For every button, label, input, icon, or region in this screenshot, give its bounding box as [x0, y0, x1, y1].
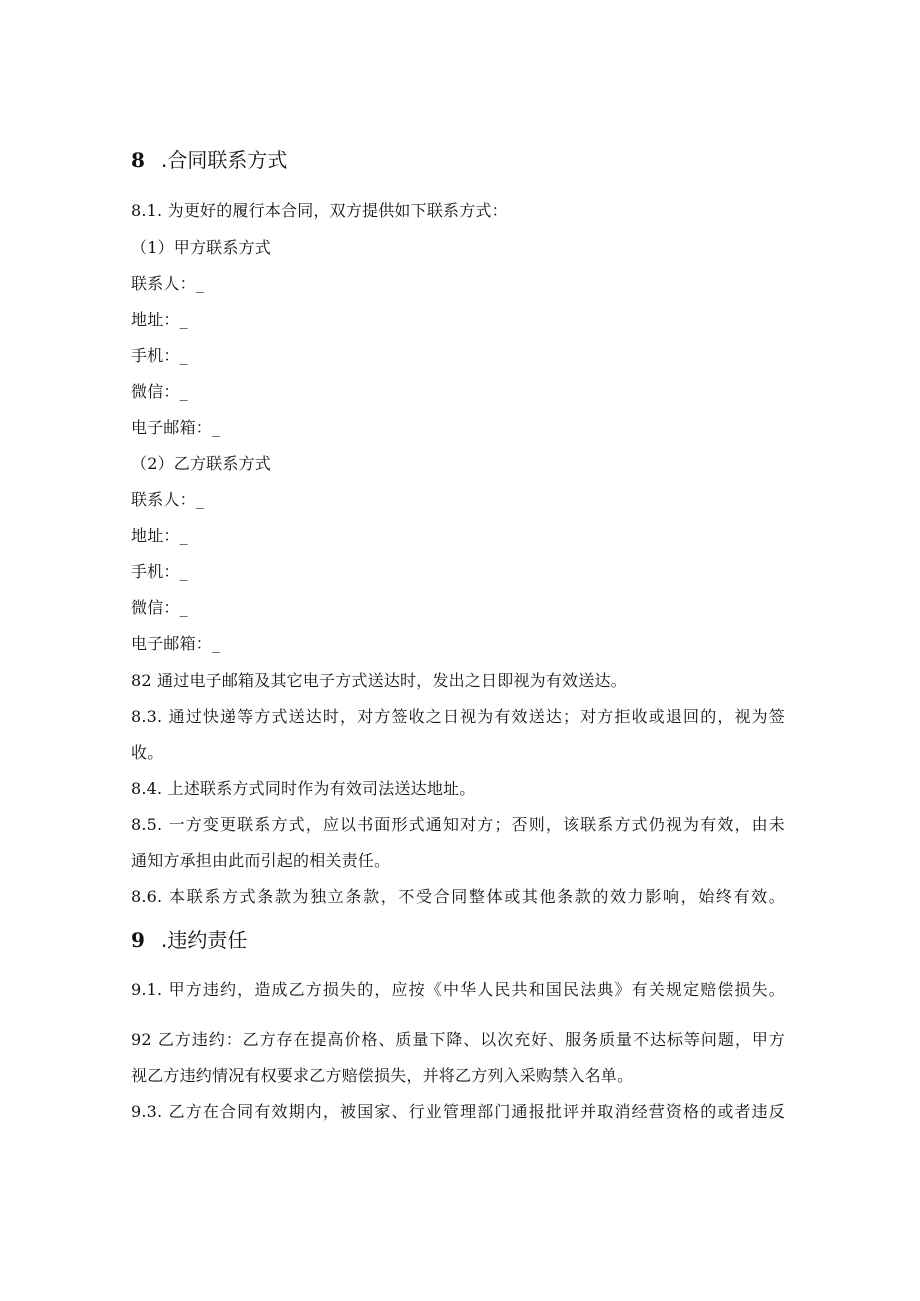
section-9-title: .违约责任 [161, 928, 248, 952]
clause-8-3-line-1: 8.3. 通过快递等方式送达时，对方签收之日视为有效送达；对方拒收或退回的，视为签 [131, 707, 785, 726]
clause-8-4: 8.4. 上述联系方式同时作为有效司法送达地址。 [131, 779, 476, 798]
section-9-heading [131, 927, 247, 953]
clause-8-3-line-2: 收。 [131, 743, 164, 762]
party-b-contact-person: 联系人：_ [131, 490, 205, 509]
party-a-heading: （1）甲方联系方式 [131, 238, 271, 257]
party-a-mobile: 手机：_ [131, 346, 188, 365]
party-b-email: 电子邮箱：_ [131, 634, 221, 653]
party-a-contact-person: 联系人：_ [131, 274, 205, 293]
party-b-address: 地址：_ [131, 526, 188, 545]
clause-9-2-line-2: 视乙方违约情况有权要求乙方赔偿损失，并将乙方列入采购禁入名单。 [131, 1066, 634, 1085]
clause-9-1: 9.1. 甲方违约，造成乙方损失的，应按《中华人民共和国民法典》有关规定赔偿损失。 [131, 980, 785, 999]
party-a-address: 地址：_ [131, 310, 188, 329]
party-b-wechat: 微信：_ [131, 598, 188, 617]
section-8-heading [131, 147, 287, 173]
section-8-number: 8 [131, 148, 145, 172]
clause-8-5-line-1: 8.5. 一方变更联系方式，应以书面形式通知对方；否则，该联系方式仍视为有效，由未 [131, 815, 785, 834]
clause-8-2: 82 通过电子邮箱及其它电子方式送达时，发出之日即视为有效送达。 [131, 671, 627, 690]
party-a-email: 电子邮箱：_ [131, 418, 221, 437]
clause-9-2-line-1: 92 乙方违约：乙方存在提高价格、质量下降、以次充好、服务质量不达标等问题，甲方 [131, 1030, 785, 1049]
section-8-title: .合同联系方式 [161, 148, 288, 172]
party-b-mobile: 手机：_ [131, 562, 188, 581]
clause-8-6: 8.6. 本联系方式条款为独立条款，不受合同整体或其他条款的效力影响，始终有效。 [131, 887, 785, 906]
party-b-heading: （2）乙方联系方式 [131, 454, 271, 473]
clause-8-1: 8.1. 为更好的履行本合同，双方提供如下联系方式： [131, 201, 508, 220]
section-9-number: 9 [131, 928, 145, 952]
party-a-wechat: 微信：_ [131, 382, 188, 401]
clause-8-5-line-2: 通知方承担由此而引起的相关责任。 [131, 851, 391, 870]
clause-9-3: 9.3. 乙方在合同有效期内，被国家、行业管理部门通报批评并取消经营资格的或者违反 [131, 1102, 785, 1121]
